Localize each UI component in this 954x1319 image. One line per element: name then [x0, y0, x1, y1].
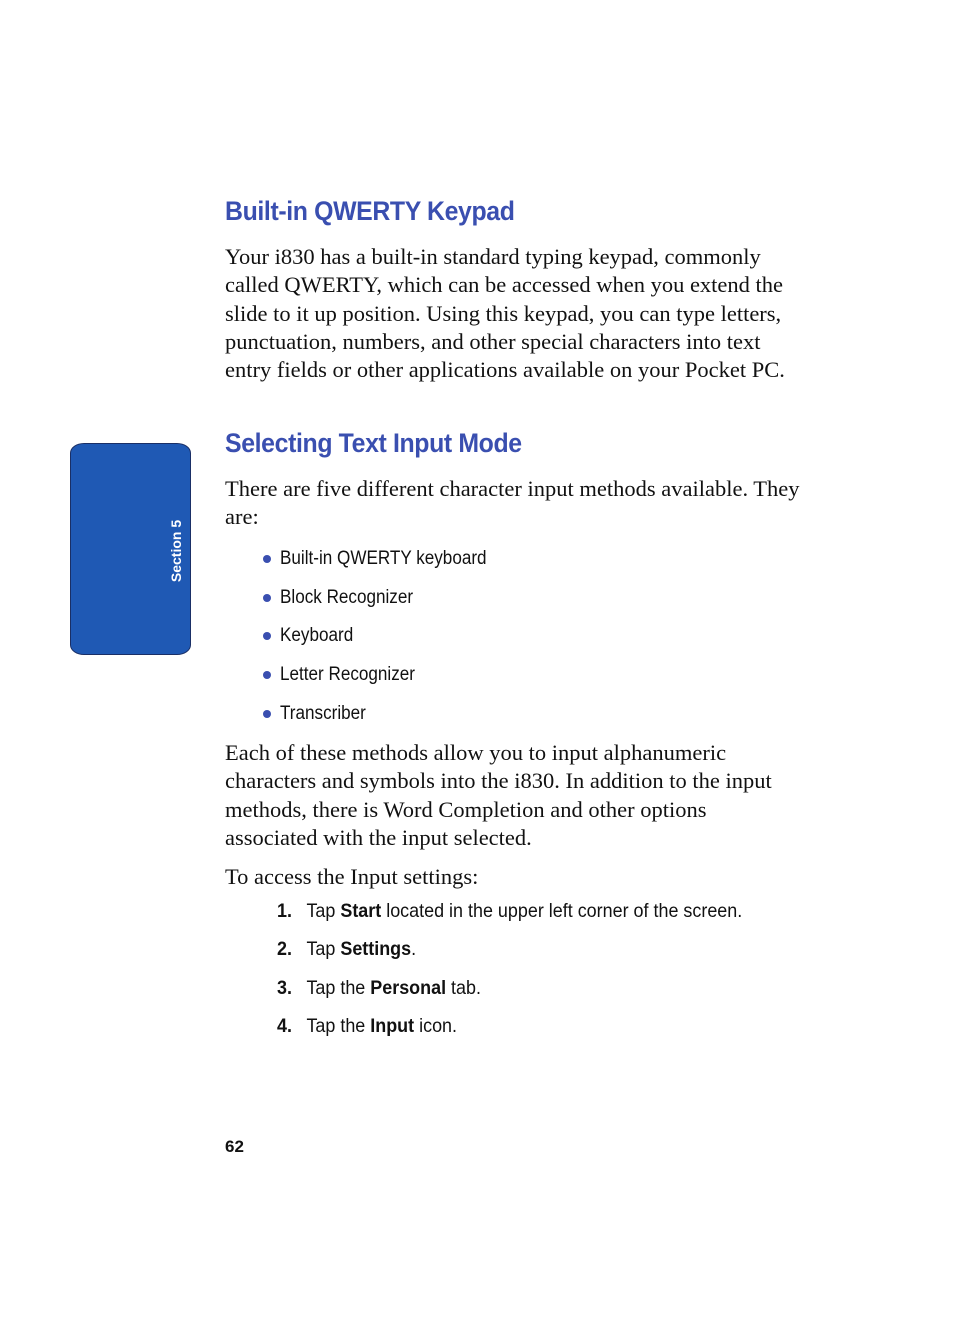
step-item: [277, 900, 742, 938]
step-number: 4.: [277, 1014, 292, 1037]
list-item-label: Letter Recognizer: [280, 664, 415, 686]
step-text-bold: Start: [340, 900, 382, 922]
settings-steps-list: [277, 900, 783, 1053]
paragraph-methods-description: Each of these methods allow you to input alphanumeric characters and symbols into the i830. In addition to the input methods, there is Word Completion and other options associated with the input selected.: [225, 740, 772, 850]
bullet-icon: [263, 594, 271, 602]
step-text-bold: Personal: [370, 976, 447, 999]
bullet-icon: [263, 710, 271, 718]
step-item: [277, 938, 742, 976]
list-item: [263, 587, 510, 626]
step-text-pre: Tap the: [306, 1014, 371, 1037]
bullet-icon: [263, 632, 271, 640]
step-text-pre: Tap the: [306, 976, 371, 999]
step-number: 2.: [277, 938, 292, 961]
step-text-post: tab.: [446, 976, 481, 999]
list-item: [263, 664, 510, 703]
list-item-label: Block Recognizer: [280, 586, 414, 608]
step-text-post: .: [411, 938, 417, 961]
list-item: [263, 625, 510, 664]
list-item-label: Transcriber: [280, 702, 366, 724]
step-text-post: icon.: [414, 1014, 458, 1037]
list-item-label: Built-in QWERTY keyboard: [280, 548, 487, 569]
step-number: 1.: [277, 900, 292, 922]
bullet-icon: [263, 555, 271, 563]
page-number: 62: [225, 1137, 244, 1156]
step-text-post: located in the upper left corner of the screen.: [381, 900, 743, 922]
paragraph-access-settings: To access the Input settings:: [225, 864, 479, 889]
list-item-label: Keyboard: [280, 625, 354, 647]
step-number: 3.: [277, 976, 292, 999]
section-tab-label: Section 5: [168, 519, 184, 583]
paragraph-input-methods-intro: There are five different character input methods available. They are:: [225, 476, 800, 530]
step-text-pre: Tap: [306, 938, 341, 961]
list-item: [263, 703, 510, 742]
step-text-bold: Settings: [340, 938, 412, 961]
heading-qwerty-keypad: Built-in QWERTY Keypad: [225, 196, 515, 226]
bullet-icon: [263, 671, 271, 679]
step-item: [277, 1015, 742, 1053]
input-methods-list: [263, 548, 510, 741]
heading-text-input-mode: Selecting Text Input Mode: [225, 428, 522, 458]
list-item: [263, 548, 510, 587]
step-text-bold: Input: [370, 1014, 415, 1037]
step-item: [277, 977, 742, 1015]
step-text-pre: Tap: [306, 900, 341, 922]
paragraph-qwerty-intro: Your i830 has a built-in standard typing keypad, commonly called QWERTY, which can be accessed when you extend the slide to it up position. Using this keypad, you can type letters, punctuation, numbers, and other special characters into text entry fields or other applications available on your Pocket PC.: [225, 244, 785, 383]
